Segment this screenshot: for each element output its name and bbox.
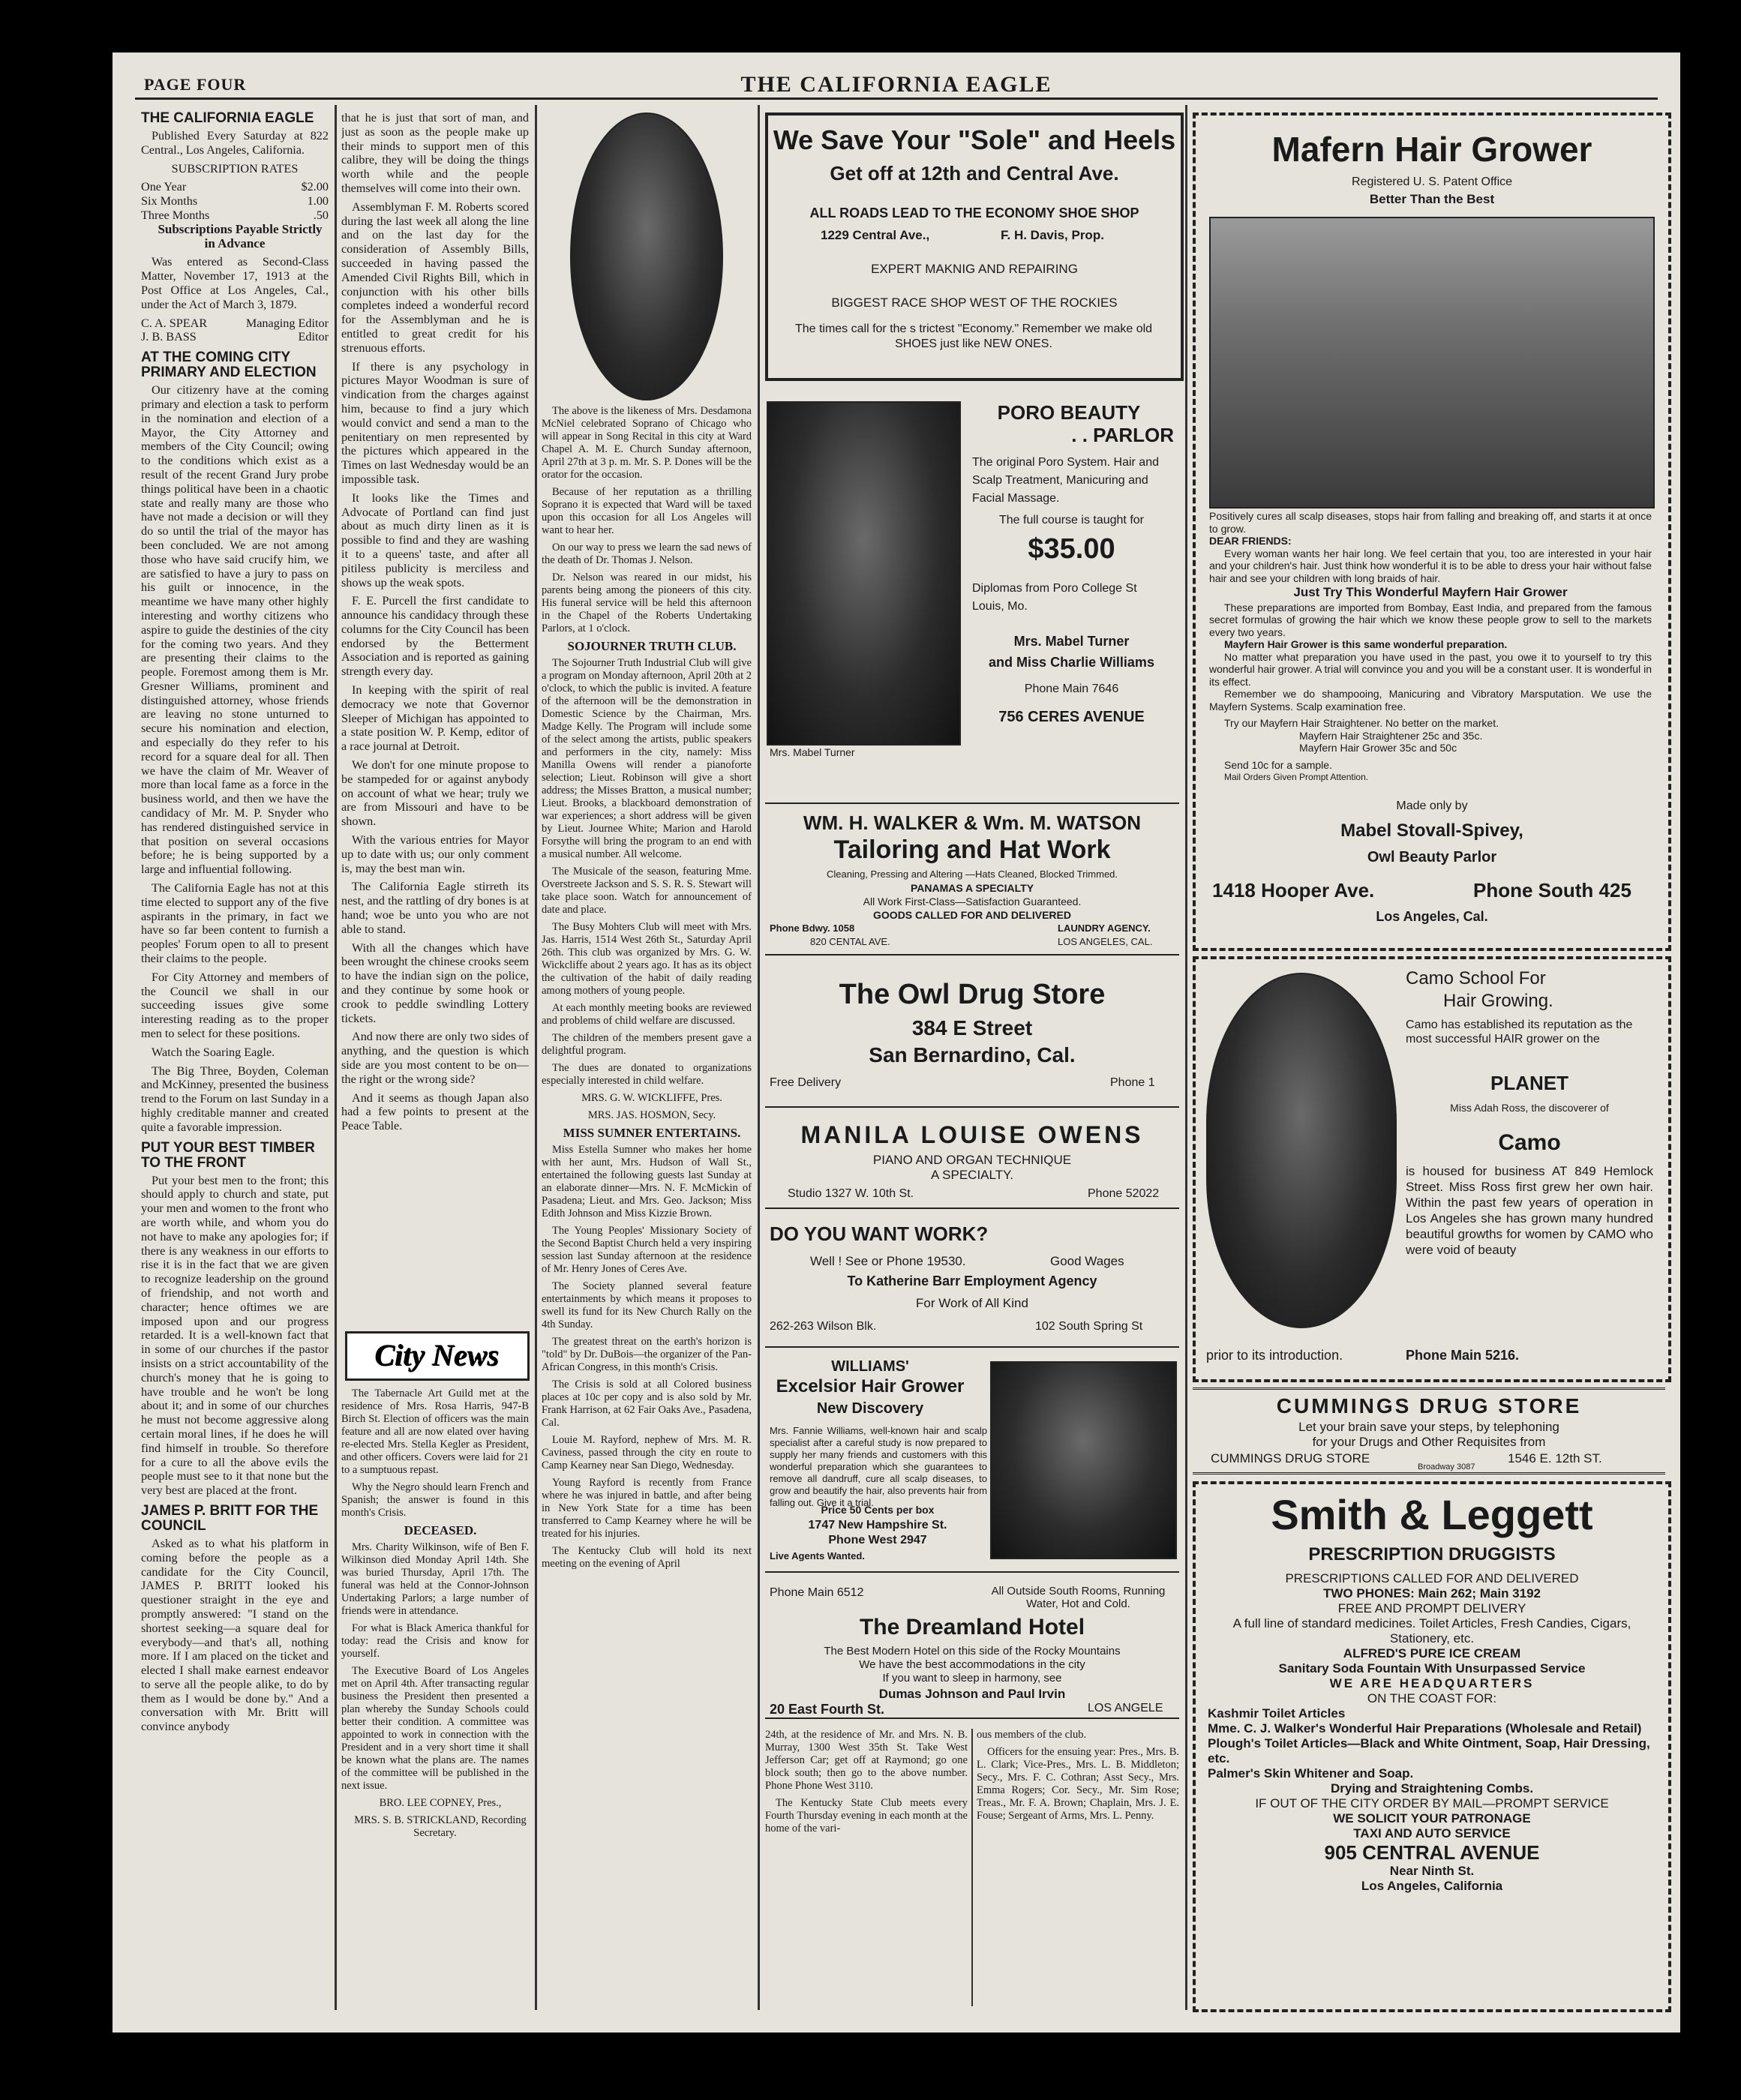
ad-owl-drug-store bbox=[765, 964, 1179, 1108]
ad-headline: WM. H. WALKER & Wm. M. WATSON bbox=[803, 812, 1142, 834]
ad-line: The full course is taught for bbox=[999, 514, 1144, 526]
article-paragraph: Put your best men to the front; this should apply to church and state, put your men and women to the front who are worth while, and whom you do not have to make any apologies for; if there is any weakness in our efforts to rise it is in the fact that we are given to recognize leadership on the ground of friendship, and not worth and character; hence oftimes we are imposed upon and our progress retarded. It is a well-known fact that in some of our churches if the pastor insists on a strict accountability of the church's money that he is going to have trouble and he won't be long about it; and in some of our churches he must not become aggressive along certain moral lines, if he does he will find himself in trouble. So therefore for a cure to all the above evils the people must see to it that none but the very best are placed at the front. bbox=[141, 1173, 329, 1498]
article-paragraph: Miss Estella Sumner who makes her home with her aunt, Mrs. Hudson of Wall St., entertained the following guests last Sunday at an elaborate dinner—Mrs. N. F. McMickin of Pasadena; Lieut. and Mrs. Geo. Jackson; Miss Edith Johnson and Miss Kizzie Brown. bbox=[542, 1144, 752, 1220]
article-paragraph: Because of her reputation as a thrilling Soprano it is expected that Ward will be taxed upon this occasion for all Los Angeles will want to hear her. bbox=[542, 486, 752, 536]
news-item: Mrs. Charity Wilkinson, wife of Ben F. Wilkinson died Monday April 14th. She was buried Thursday, April 17th. The funeral was held at the Connor-Johnson Undertaking Parlors; a large number of friends were in attendance. bbox=[341, 1541, 529, 1617]
article-paragraph: Officers for the ensuing year: Pres., Mrs. B. L. Clark; Vice-Pres., Mrs. L. B. Middleton; Secy., Mrs. F. C. Cothran; Asst Secy., Mrs. Emma Rogers; Cor. Secy., Mr. Sim Rose; Treas., Mr. F. A. Brown; Chaplain, Mrs. J. E. Fouse; Sergeant of Arms, Mrs. L. Penny. bbox=[977, 1746, 1179, 1822]
ad-headline: CUMMINGS DRUG STORE bbox=[1276, 1394, 1582, 1418]
photo-caption: The above is the likeness of Mrs. Desdamona McNiel celebrated Soprano of Chicago who will appear in Song Recital in this city at Ward Chapel A. M. E. Church Sunday afternoon, April 27th at 3 p. m. Mr. S. P. Dones will be the orator for the occasion. bbox=[542, 405, 752, 481]
ad-line: EXPERT MAKNIG AND REPAIRING bbox=[871, 262, 1078, 276]
article-paragraph: And it seems as though Japan also had a few points to present at the Peace Table. bbox=[341, 1090, 529, 1133]
ad-manila-louise-owens bbox=[765, 1114, 1179, 1209]
article-paragraph: The California Eagle stirreth its nest, and the rattling of dry bones is at hand; woe be unto you who are not able to stand. bbox=[341, 880, 529, 936]
ad-line: The original Poro System. Hair and Scalp Treatment, Manicuring and Facial Massage. bbox=[972, 456, 1159, 505]
photo-caption: Mrs. Mabel Turner bbox=[770, 746, 855, 758]
ad-line: prior to its introduction. bbox=[1206, 1348, 1343, 1363]
ad-body: Mrs. Fannie Williams, well-known hair and scalp specialist after a careful study is now prepared to supply her many friends and customers with this wonderful preparation which she guarantees to remove all dandruff, cure all scalp diseases, to grow and beautify the hair, also prevents hair from falling out. Give it a trial. bbox=[770, 1425, 987, 1508]
ad-phone: Phone Main 7646 bbox=[1024, 682, 1119, 695]
ad-line: CUMMINGS DRUG STORE bbox=[1211, 1451, 1370, 1466]
ad-line: LAUNDRY AGENCY. bbox=[1058, 922, 1151, 934]
ad-line: for your Drugs and Other Requisites from bbox=[1312, 1435, 1546, 1449]
ad-line: Free Delivery bbox=[770, 1076, 842, 1089]
ad-parlor: Owl Beauty Parlor bbox=[1367, 849, 1497, 866]
article-paragraph: Our citizenry have at the coming primary and election a task to perform in the nomination and election of a Mayor, the City Attorney and members of the City Council; owing to the conditions which exist as a result of the recent Grand Jury probe things political have been in a chaotic state and really many are those who have not made a decision or will they do so until the trial of the mayor has been concluded. We are not among those who have said crucify him, we are satisfied to have a jury to pass on his guilt or innocence, in the meantime we have many other highly interesting and worthy citizens who aspire to guide the destinies of the city for the coming two years. And they are presenting their claims to the people. Foremost among them is Mr. Gresner Williams, prominent and distinguished attorney, whose friends are leaving no stone unturned to secure his nomination and election, and especially do they refer to his record for a square deal for all. Then we have the claim of Mr. Weaver of more than local fame as a force in the business world, and then we have the candidacy of Mr. M. P. Snyder who has rendered distinguished service in that position on several occasions before; he is being supported by a large and influential following. bbox=[141, 383, 329, 877]
ad-subhead: PRESCRIPTION DRUGGISTS bbox=[1308, 1544, 1556, 1564]
column-divider bbox=[971, 1729, 973, 2006]
ad-headline: The Owl Drug Store bbox=[839, 979, 1106, 1010]
ad-line: Camo has established its reputation as the most successful HAIR grower on the bbox=[1406, 1018, 1633, 1046]
article-heading: PUT YOUR BEST TIMBER TO THE FRONT bbox=[141, 1139, 315, 1171]
article-paragraph: If there is any psychology in pictures Mayor Woodman is sure of vindication from the charges against him, because to find a jury which would convict and send a man to the penitentiary on men represented by the pictures which appeared in the Times on last Wednesday would be an impossible task. bbox=[341, 359, 529, 486]
ad-city: LOS ANGELE bbox=[1088, 1702, 1163, 1714]
article-paragraph: Asked as to what his platform in coming before the people as a candidate for the City Council, JAMES P. BRITT looked his questioner straight in the eye and promptly answered: "I stand on the shortest seeking—a square deal for everybody—and that's all, nothing more. If I am placed on the ticket and elected I shall make earnest endeavor to serve all the people alike, to do by them as I would be done by." And a conversation with Mr. Britt will convince anybody bbox=[141, 1536, 329, 1734]
ad-headline: WILLIAMS' bbox=[831, 1358, 909, 1375]
city-news-column bbox=[341, 1388, 529, 2010]
portrait-photo-fannie-williams bbox=[990, 1361, 1177, 1559]
ad-line: All Work First-Class—Satisfaction Guaranteed. bbox=[863, 896, 1082, 908]
ad-employment-agency bbox=[765, 1215, 1179, 1348]
article-paragraph: The Crisis is sold at all Colored business places at 10c per copy and is also sold by Mr. Frank Harrison, at 62 Fair Oaks Ave., Pasadena, Cal. bbox=[542, 1378, 752, 1429]
ad-planet: PLANET bbox=[1490, 1072, 1568, 1094]
article-paragraph: The Sojourner Truth Industrial Club will give a program on Monday afternoon, April 20th at 2 o'clock, to which the public is invited. A feature of the afternoon will be the demonstration in Domestic Science by the Chairman, Mrs. Madge Kelly. The Program will include some of the select among the artists, public speakers and performers in the city, namely: Miss Manilla Owens will render a pianoforte selection; Lieut. Robinson will give a short address; the Misses Bratton, a musical number; Lieut. Brooks, a blackboard demonstration of war experiences; a short address will be given by Lieut. Journee White; Marion and Harold Forsythe will bring the program to an end with a musical number. All welcome. bbox=[542, 657, 752, 860]
signature: MRS. S. B. STRICKLAND, Recording Secretary. bbox=[354, 1814, 527, 1839]
column-divider bbox=[535, 105, 537, 2010]
article-paragraph: Assemblyman F. M. Roberts scored during the last week all along the line and on the last day for the consideration of Assembly Bills, succeeded in having passed the Amended Civil Rights Bill, which in conjunction with his other bills completes indeed a wonderful record for the Assemblyman and he is entitled to great credit for his strenuous efforts. bbox=[341, 200, 529, 355]
news-item: The Executive Board of Los Angeles met on April 4th. After transacting regular business the President then presented a plan whereby the Sunday Schools could better their condition. A committee was appointed to work in connection with the President and in a very short time it shall be known what the plans are. The names of the committee will be published in the next issue. bbox=[341, 1665, 529, 1792]
ad-walker-watson-tailoring bbox=[765, 802, 1179, 956]
ad-body: Positively cures all scalp diseases, stops hair from falling and breaking off, and starts it at once to grow. DEAR FRIENDS: Every woman wants her hair long. We feel certain that you, too are interested in your hair and your children's hair. Just think how wonderful it is to be able to dress your hair without false hair and see your children with long braids of hair. Just Try This Wonderful Mayfern Hair Grower These preparations are imported from Bombay, East India, and prepared from the famous secret formulas of growing the hair which we know these people grow to sell to the markets every two years. Mayfern Hair Grower is this same wonderful preparation. No matter what preparation you have used in the past, you owe it to yourself to try this wonderful hair grower. A trial will convince you and you will be a constant user. It is wonderful in its effect. Remember we do shampooing, Manicuring and Vibratory Marsputation. We use the Mayfern Systems. Scalp examination free. Try our Mayfern Hair Straightener. No better on the market. Mayfern Hair Straightener 25c and 35c. Mayfern Hair Grower 35c and 50c Send 10c for a sample. Mail Orders Given Prompt Attention. bbox=[1209, 510, 1652, 782]
kentucky-club-text-left bbox=[765, 1729, 968, 2006]
column-divider bbox=[758, 105, 760, 2010]
article-paragraph: Dr. Nelson was reared in our midst, his parents being among the pioneers of this city. His funeral service will be held this afternoon in the Chapel of the Roberts Undertaking Parlors, at 1 o'clock. bbox=[542, 572, 752, 634]
ad-line: Miss Adah Ross, the discoverer of bbox=[1450, 1102, 1609, 1114]
entered-notice: Was entered as Second-Class Matter, November 17, 1913 at the Post Office at Los Angeles, Cal., under the Act of March 3, 1879. bbox=[141, 255, 329, 311]
article-paragraph: With the various entries for Mayor up to date with us; our only comment is, may the best man win. bbox=[341, 833, 529, 875]
page-number-label: PAGE FOUR bbox=[144, 75, 247, 94]
ad-line: ALL ROADS LEAD TO THE ECONOMY SHOE SHOP bbox=[809, 206, 1139, 220]
ad-price: $35.00 bbox=[1028, 533, 1115, 565]
ad-dreamland-hotel bbox=[765, 1579, 1179, 1719]
ad-line: We have the best accommodations in the city bbox=[859, 1658, 1085, 1671]
masthead: THE CALIFORNIA EAGLE bbox=[740, 72, 1052, 97]
publication-title: THE CALIFORNIA EAGLE bbox=[141, 111, 314, 126]
column-divider bbox=[1185, 105, 1187, 2010]
column-divider bbox=[335, 105, 337, 2010]
ad-street: 384 E Street bbox=[911, 1016, 1033, 1040]
ad-address: 20 East Fourth St. bbox=[770, 1702, 885, 1717]
ad-line: Well ! See or Phone 19530. bbox=[810, 1254, 966, 1268]
ad-line: PIANO AND ORGAN TECHNIQUE bbox=[872, 1153, 1072, 1167]
article-heading: JAMES P. BRITT FOR THE COUNCIL bbox=[141, 1502, 319, 1534]
ad-headline: Smith & Leggett bbox=[1271, 1491, 1593, 1538]
rate-row: Six Months 1.00 bbox=[141, 194, 329, 208]
portrait-photo-mcniel bbox=[570, 112, 723, 400]
ad-address: Studio 1327 W. 10th St. bbox=[788, 1187, 914, 1200]
ad-line: Made only by bbox=[1396, 800, 1468, 812]
subscription-rates-title: SUBSCRIPTION RATES bbox=[171, 161, 299, 176]
ad-line: Good Wages bbox=[1050, 1254, 1124, 1268]
ad-phone: Phone 52022 bbox=[1088, 1187, 1160, 1200]
portrait-photo-adah-ross bbox=[1206, 973, 1397, 1328]
ad-line: Diplomas from Poro College St Louis, Mo. bbox=[972, 582, 1137, 613]
article-paragraph: For City Attorney and members of the Council we shall in our succeeding issues give some interesting reading as to the proper men to select for these positions. bbox=[141, 970, 329, 1041]
ad-agency: To Katherine Barr Employment Agency bbox=[847, 1274, 1097, 1288]
article-paragraph: 24th, at the residence of Mr. and Mrs. N. B. Murray, 1300 West 35th St. Take West Jefferson Car; get off at Raymond; go one block south; then go to the above number. Phone Phone West 3110. bbox=[765, 1729, 968, 1792]
ad-line: Cleaning, Pressing and Altering —Hats Cleaned, Blocked Trimmed. bbox=[826, 868, 1118, 880]
article-paragraph: And now there are only two sides of anything, and the question is which side are you most content to be on—the right or the wrong side? bbox=[341, 1030, 529, 1086]
column-3 bbox=[542, 405, 752, 2010]
ad-headline: PORO BEAUTY bbox=[997, 401, 1141, 424]
article-heading: MISS SUMNER ENTERTAINS. bbox=[563, 1126, 741, 1140]
news-item: For what is Black America thankful for today: read the Crisis and know for yourself. bbox=[341, 1622, 529, 1660]
article-heading: SOJOURNER TRUTH CLUB. bbox=[567, 639, 737, 653]
news-item: The Tabernacle Art Guild met at the residence of Mrs. Rosa Harris, 947-B Birch St. Election of officers was the main feature and all are now elated over having re-elected Mrs. Stella Kegler as President, and other officers. Covers were laid for 21 to a sumptuous repast. bbox=[341, 1388, 529, 1476]
ad-line: Better Than the Best bbox=[1369, 192, 1495, 206]
signature: MRS. G. W. WICKLIFFE, Pres. bbox=[581, 1092, 722, 1104]
ad-line: Let your brain save your steps, by telephoning bbox=[1298, 1420, 1559, 1434]
ad-phone: Phone West 2947 bbox=[828, 1534, 927, 1546]
ad-phone: Phone Main 6512 bbox=[770, 1586, 864, 1599]
news-item: Why the Negro should learn French and Spanish; the answer is found in this month's Crisis. bbox=[341, 1481, 529, 1519]
ad-city: Los Angeles, Cal. bbox=[1376, 909, 1488, 924]
ad-maker: Mabel Stovall-Spivey, bbox=[1340, 820, 1523, 841]
ad-economy-shoe-shop bbox=[765, 112, 1184, 381]
ad-city: LOS ANGELES, CAL. bbox=[1058, 936, 1153, 947]
ad-poro-beauty-parlor bbox=[765, 386, 1179, 795]
ad-phone: Phone Main 5216. bbox=[1406, 1348, 1520, 1363]
ad-line: Live Agents Wanted. bbox=[770, 1550, 865, 1562]
deceased-heading: DECEASED. bbox=[404, 1523, 477, 1538]
ad-address: 1546 E. 12th ST. bbox=[1508, 1451, 1602, 1466]
ad-camo-school bbox=[1193, 956, 1671, 1382]
newspaper-page bbox=[113, 52, 1680, 2032]
ad-price: Price 50 Cents per box bbox=[821, 1504, 935, 1516]
article-paragraph: that he is just that sort of man, and just as soon as the people make up their minds to support men of this calibre, they will be doing the things worth while and the people themselves will come into their own. bbox=[341, 111, 529, 195]
ad-headline: The Dreamland Hotel bbox=[859, 1615, 1085, 1640]
ad-line: All Outside South Rooms, Running Water, Hot and Cold. bbox=[991, 1585, 1166, 1610]
ad-headline: Mafern Hair Grower bbox=[1271, 130, 1592, 169]
ad-line: GOODS CALLED FOR AND DELIVERED bbox=[873, 909, 1071, 921]
ad-proprietor: F. H. Davis, Prop. bbox=[1001, 228, 1104, 242]
article-paragraph: The Young Peoples' Missionary Society of the Second Baptist Church held a very inspiring session last Sunday afternoon at the residence of Mr. Henry Jones of Ceres Ave. bbox=[542, 1225, 752, 1275]
article-paragraph: The dues are donated to organizations especially interested in child welfare. bbox=[542, 1062, 752, 1087]
ad-williams-hair-grower bbox=[765, 1354, 1179, 1573]
ad-line: The times call for the s trictest "Economy." Remember we make old SHOES just like NEW ONES. bbox=[794, 322, 1153, 350]
article-paragraph: F. E. Purcell the first candidate to announce his candidacy through these columns for the City Council has been endorsed by the Betterment Association and is reported as gaining strength every day. bbox=[341, 594, 529, 679]
article-paragraph: Young Rayford is recently from France where he was injured in battle, and after being in New York State for a time has been transferred to Camp Kearney where he will be treated for his injuries. bbox=[542, 1477, 752, 1540]
article-paragraph: It looks like the Times and Advocate of Portland can find just about as much dirty linen as it is possible to find and they are washing it to a queens' taste, and after all pitiless publicity is merciless and shows up the weak spots. bbox=[341, 490, 529, 590]
ad-phone: Phone Bdwy. 1058 bbox=[770, 922, 855, 934]
ad-address: 1229 Central Ave., bbox=[821, 228, 930, 242]
ad-headline: Tailoring and Hat Work bbox=[833, 836, 1111, 864]
ad-cummings-drug-store bbox=[1193, 1388, 1665, 1474]
ad-address: 262-263 Wilson Blk. bbox=[770, 1320, 877, 1333]
ad-address: 756 CERES AVENUE bbox=[998, 709, 1145, 725]
article-paragraph: The greatest threat on the earth's horizon is "told" by Dr. DuBois—the organizer of the Pan-African Congress, in this month's Crisis. bbox=[542, 1336, 752, 1373]
column-2 bbox=[341, 111, 529, 1318]
rate-row: Three Months .50 bbox=[141, 208, 329, 222]
article-paragraph: The children of the members present gave a delightful program. bbox=[542, 1032, 752, 1057]
ad-headline: Camo School For bbox=[1406, 968, 1546, 988]
ad-brand: Camo bbox=[1498, 1130, 1561, 1155]
article-paragraph: The Society planned several feature entertainments by which means it proposes to swell its fund for its New Church Rally on the 4th Sunday. bbox=[542, 1280, 752, 1330]
article-paragraph: The Busy Mohters Club will meet with Mrs. Jas. Harris, 1514 West 26th St., Saturday April 26th. This club was organized by Mrs. G. W. Wickcliffe about 2 years ago. It has as its object the cultivation of the habit of daily reading among mothers of young people. bbox=[542, 921, 752, 997]
ad-names: and Miss Charlie Williams bbox=[989, 655, 1154, 670]
payable-notice: Subscriptions Payable Strictly in Advance bbox=[158, 221, 323, 250]
article-paragraph: Louie M. Rayford, nephew of Mrs. M. R. Caviness, passed through the city en route to Camp Kearney near San Diego, Wednesday. bbox=[542, 1434, 752, 1472]
ad-subhead: Get off at 12th and Central Ave. bbox=[830, 162, 1119, 184]
article-paragraph: At each monthly meeting books are reviewed and problems of child welfare are discussed. bbox=[542, 1002, 752, 1027]
article-paragraph: Watch the Soaring Eagle. bbox=[152, 1045, 275, 1059]
staff-row: J. B. BASS Editor bbox=[141, 330, 329, 344]
ad-body: is housed for business AT 849 Hemlock Street. Miss Ross first grew her own hair. Within the past few years of operation in Los Angeles she has grown many hundred beautiful growths for women by CAMO who were void of beauty bbox=[1406, 1164, 1653, 1257]
article-paragraph: In keeping with the spirit of real democracy we note that Governor Sleeper of Michigan has appointed to a state position W. P. Kemp, editor of a race journal at Detroit. bbox=[341, 683, 529, 754]
ad-address: 1747 New Hampshire St. bbox=[808, 1519, 947, 1532]
city-news-banner: City News bbox=[345, 1331, 530, 1381]
article-heading: AT THE COMING CITY PRIMARY AND ELECTION bbox=[141, 350, 317, 381]
ad-address: 102 South Spring St bbox=[1035, 1320, 1143, 1333]
ad-headline: DO YOU WANT WORK? bbox=[770, 1222, 989, 1245]
ad-line: For Work of All Kind bbox=[916, 1296, 1028, 1310]
header-rule bbox=[135, 98, 1658, 100]
signature: MRS. JAS. HOSMON, Secy. bbox=[587, 1109, 716, 1121]
article-paragraph: The Musicale of the season, featuring Mme. Overstreete Jackson and S. S. R. S. Stewart will take place soon. Watch for announcement of date and place. bbox=[542, 866, 752, 916]
article-paragraph: With all the changes which have been wrought the chinese crooks seem to have the indian sign on the police, and they continue by some hook or crook to peddle swindling Lottery tickets. bbox=[341, 940, 529, 1025]
rate-row: One Year $2.00 bbox=[141, 180, 329, 194]
ad-line: PANAMAS A SPECIALTY bbox=[910, 882, 1034, 894]
ad-headline: . . PARLOR bbox=[1071, 424, 1174, 446]
salon-scene-photo bbox=[1209, 217, 1655, 508]
ad-address: 820 CENTAL AVE. bbox=[810, 936, 890, 947]
article-paragraph: The Kentucky Club will hold its next meeting on the evening of April bbox=[542, 1545, 752, 1570]
article-paragraph: We don't for one minute propose to be stampeded for or against anybody on account of what we hear; truly we are from Missouri and have to be shown. bbox=[341, 758, 529, 829]
ad-body: PRESCRIPTIONS CALLED FOR AND DELIVERED TWO PHONES: Main 262; Main 3192 FREE AND PROMPT DELIVERY A full line of standard medicines. Toilet Articles, Fresh Candies, Cigars, Stationery, etc. ALFRED'S PURE ICE CREAM Sanitary Soda Fountain With Unsurpassed Service WE ARE HEADQUARTERS ON THE COAST FOR: Kashmir Toilet Articles Mme. C. J. Walker's Wonderful Hair Preparations (Wholesale and Retail) Plough's Toilet Articles—Black and White Ointment, Soap, Hair Dressing, etc. Palmer's Skin Whitener and Soap. Drying and Straightening Combs. IF OUT OF THE CITY ORDER BY MAIL—PROMPT SERVICE WE SOLICIT YOUR PATRONAGE TAXI AND AUTO SERVICE 905 CENTRAL AVENUE Near Ninth St. Los Angeles, California bbox=[1208, 1571, 1650, 1893]
ad-smith-leggett bbox=[1193, 1481, 1671, 2012]
ad-line: A SPECIALTY. bbox=[931, 1168, 1013, 1182]
ad-line: The Best Modern Hotel on this side of the Rocky Mountains bbox=[824, 1645, 1121, 1658]
ad-line: BIGGEST RACE SHOP WEST OF THE ROCKIES bbox=[831, 296, 1118, 310]
publication-info: Published Every Saturday at 822 Central., Los Angeles, California. bbox=[141, 129, 329, 157]
kentucky-club-text-right bbox=[977, 1729, 1179, 2006]
ad-phone: Broadway 3087 bbox=[1418, 1462, 1475, 1472]
ad-names: Mrs. Mabel Turner bbox=[1013, 634, 1130, 649]
ad-phone: Phone South 425 bbox=[1473, 879, 1631, 902]
ad-address: 1418 Hooper Ave. bbox=[1212, 879, 1375, 902]
article-paragraph: ous members of the club. bbox=[977, 1729, 1087, 1741]
article-paragraph: The Kentucky State Club meets every Fourth Thursday evening in each month at the home of the vari- bbox=[765, 1797, 968, 1834]
column-1 bbox=[141, 111, 329, 2008]
ad-mafern-hair-grower bbox=[1193, 112, 1671, 951]
ad-owners: Dumas Johnson and Paul Irvin bbox=[878, 1687, 1066, 1701]
signature: BRO. LEE COPNEY, Pres., bbox=[379, 1797, 502, 1809]
article-paragraph: The Big Three, Boyden, Coleman and McKinney, presented the business trend to the Forum on last Sunday in a highly creditable manner and created quite a favorable impression. bbox=[141, 1064, 329, 1134]
ad-subhead: New Discovery bbox=[816, 1400, 924, 1417]
staff-row: C. A. SPEAR Managing Editor bbox=[141, 316, 329, 330]
ad-headline: Hair Growing. bbox=[1443, 991, 1553, 1011]
ad-headline: We Save Your "Sole" and Heels bbox=[773, 124, 1176, 155]
ad-headline: MANILA LOUISE OWENS bbox=[800, 1121, 1144, 1148]
ad-phone: Phone 1 bbox=[1110, 1076, 1155, 1089]
ad-line: Registered U. S. Patent Office bbox=[1351, 176, 1513, 188]
ad-line: If you want to sleep in harmony, see bbox=[882, 1672, 1062, 1684]
ad-headline: Excelsior Hair Grower bbox=[776, 1376, 965, 1396]
portrait-photo-mabel-turner bbox=[767, 401, 961, 746]
ad-city: San Bernardino, Cal. bbox=[869, 1043, 1076, 1066]
article-paragraph: On our way to press we learn the sad news of the death of Dr. Thomas J. Nelson. bbox=[542, 542, 752, 566]
article-paragraph: The California Eagle has not at this time elected to support any of the five aspirants in the primary, in fact we have so far been content to furnish a peoples' Forum open to all to present their claims to the people. bbox=[141, 881, 329, 966]
